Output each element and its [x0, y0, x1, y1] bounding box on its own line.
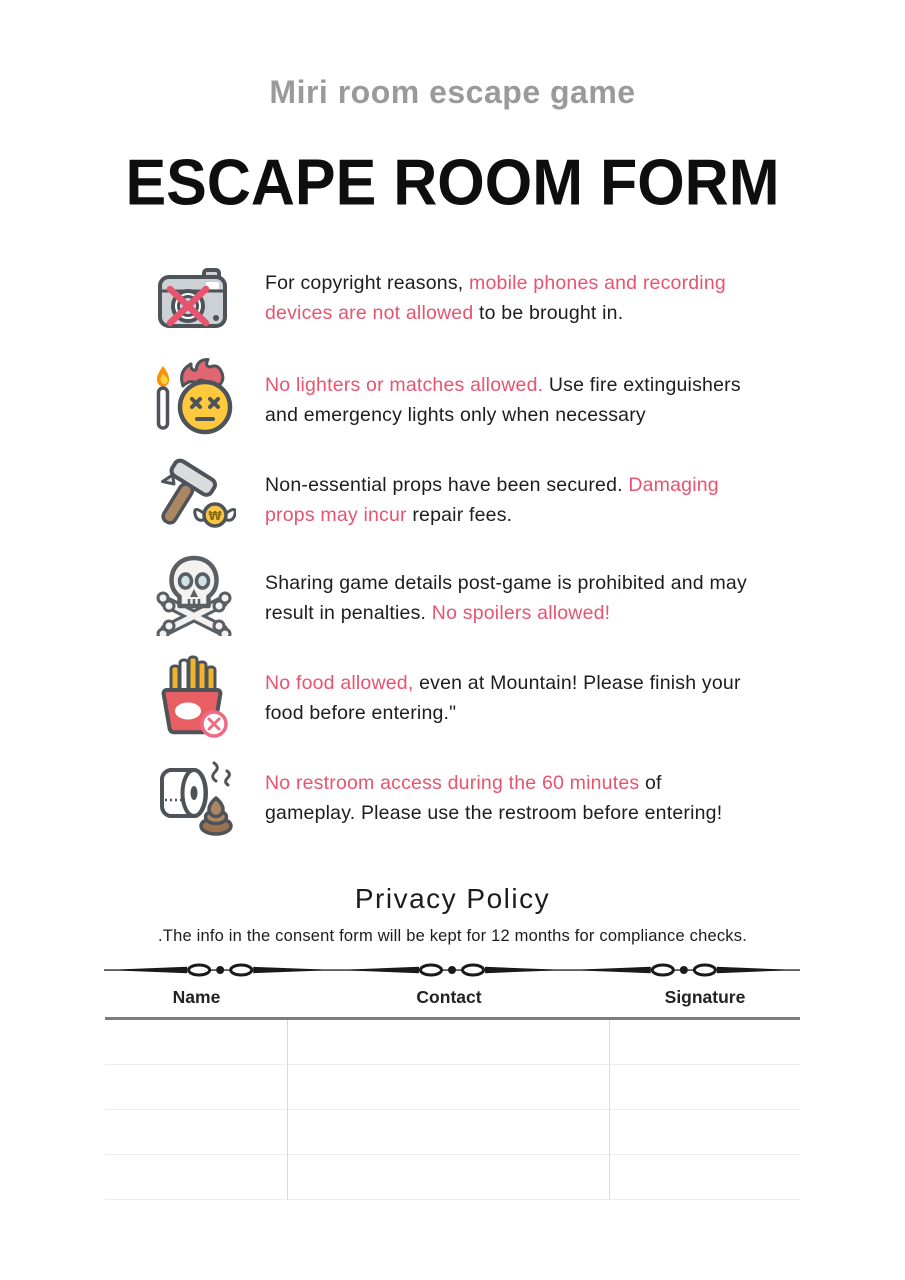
no-restroom-icon: [152, 756, 236, 840]
rule-text-segment: props may incur: [265, 503, 407, 526]
table-cell-signature-row4[interactable]: [610, 1155, 800, 1200]
column-header-name: Name: [172, 987, 221, 1007]
rule-text-segment: repair fees.: [406, 503, 513, 526]
rule-text: [265, 258, 815, 328]
privacy-policy-note: .The info in the consent form will be kept for 12 months for compliance checks.: [158, 927, 747, 945]
table-cell-signature-row3[interactable]: [610, 1110, 800, 1155]
table-cell-contact-row4[interactable]: [288, 1155, 610, 1200]
rule-text-segment: food before entering.": [265, 701, 457, 724]
table-cell-name-row1[interactable]: [105, 1020, 288, 1065]
hammer-repair-fee-icon: [152, 458, 236, 542]
table-cell-contact-row1[interactable]: [288, 1020, 610, 1065]
rule-text-segment: result in penalties.: [265, 601, 432, 624]
rule-text-segment: Non-essential props have been secured.: [265, 474, 629, 496]
rule-text-segment: and emergency lights only when necessary: [265, 403, 646, 426]
ornamental-divider: [104, 962, 800, 978]
rule-text: [265, 756, 815, 828]
page-title: ESCAPE ROOM FORM: [125, 145, 780, 219]
rule-text-segment: to be brought in.: [473, 301, 624, 324]
no-fire-match-icon: [152, 358, 236, 442]
rule-text-segment: No spoilers allowed!: [431, 601, 611, 624]
rule-text-segment: even at Mountain! Please finish your: [413, 672, 741, 694]
column-header-signature: Signature: [664, 987, 746, 1007]
svg-text:₩: ₩: [208, 509, 222, 523]
skull-crossbones-icon: [152, 552, 236, 636]
no-food-fries-icon: [152, 654, 236, 738]
table-cell-signature-row1[interactable]: [610, 1020, 800, 1065]
table-cell-contact-row3[interactable]: [288, 1110, 610, 1155]
table-cell-name-row3[interactable]: [105, 1110, 288, 1155]
rule-text-segment: No food allowed,: [265, 672, 414, 694]
rule-text-segment: No restroom access during the 60 minutes: [265, 772, 640, 794]
signature-table: [105, 1020, 800, 1200]
table-cell-signature-row2[interactable]: [610, 1065, 800, 1110]
rule-text-segment: mobile phones and recording: [469, 272, 726, 294]
page-subtitle: Miri room escape game: [269, 74, 636, 110]
rule-text-segment: devices are not allowed: [265, 301, 474, 324]
rule-text: [265, 552, 815, 628]
no-photography-icon: [152, 258, 236, 342]
table-cell-name-row4[interactable]: [105, 1155, 288, 1200]
column-header-contact: Contact: [416, 987, 482, 1007]
rule-text-segment: Sharing game details post-game is prohibited and may: [265, 572, 747, 594]
rule-text-segment: Damaging: [628, 474, 719, 496]
privacy-policy-heading: Privacy Policy: [354, 883, 551, 914]
rule-text: [265, 654, 815, 728]
rule-text-segment: No lighters or matches allowed.: [265, 374, 544, 396]
table-cell-contact-row2[interactable]: [288, 1065, 610, 1110]
rule-text-segment: Use fire extinguishers: [543, 374, 741, 396]
rule-text: [265, 358, 815, 430]
rule-text: [265, 458, 815, 530]
table-cell-name-row2[interactable]: [105, 1065, 288, 1110]
rule-text-segment: gameplay. Please use the restroom before entering!: [265, 801, 723, 824]
rule-text-segment: of: [639, 772, 662, 794]
rule-text-segment: For copyright reasons,: [265, 272, 470, 294]
